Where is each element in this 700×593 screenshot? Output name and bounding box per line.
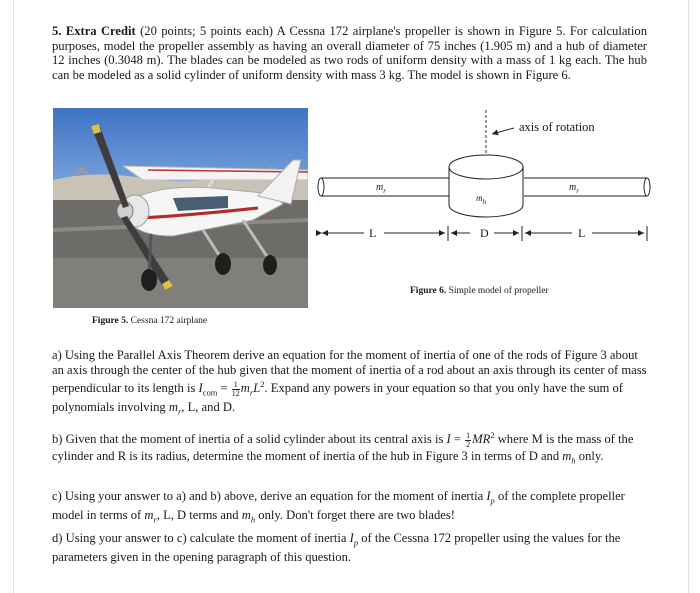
- problem-intro-text: (20 points; 5 points each) A Cessna 172 airplane's propeller is shown in Figure 5. For calculation purposes, model the propeller assembly as having an overall diameter of 75 inches (1.905 m) and a hub of diameter 12 inches (0.3048 m). The blades can be modeled as two rods of uniform density with a mass of 1 kg each. The hub can be modeled as a solid cylinder of uniform density with mass 3 kg. The model is shown in Figure 6.: [52, 24, 648, 82]
- question-a-text-2: . Expand any powers in your equation so that you only have the sum of polynomials involving: [52, 381, 623, 415]
- figure5-caption-label: Figure 5.: [92, 316, 129, 326]
- question-c-text-3: , L, D terms and: [156, 508, 242, 523]
- question-b-text-1: b) Given that the moment of inertia of a solid cylinder about its central axis is: [52, 432, 447, 447]
- question-a-text-3: , L, and D.: [181, 400, 236, 415]
- question-d-text-1: d) Using your answer to c) calculate the moment of inertia: [52, 531, 350, 545]
- right-rod-end: [644, 178, 650, 196]
- question-d: d) Using your answer to c) calculate the moment of inertia $I_p$ of the Cessna 172 propeller using the values for the parameters given in the opening paragraph of this question.: [52, 531, 621, 565]
- dim-label-L-right: L: [578, 226, 586, 240]
- figure6-caption-label: Figure 6.: [410, 286, 447, 296]
- question-d-text-2: of the Cessna 172 propeller using the values for the parameters given in the opening paragraph of this question.: [52, 531, 621, 565]
- axis-label: axis of rotation: [519, 120, 595, 134]
- left-rod-end: [318, 178, 324, 196]
- rod-label-left: $m_r$: [376, 182, 386, 195]
- axis-pointer-arrow: [492, 128, 514, 134]
- question-c-text-4: only. Don't forget there are two blades!: [255, 508, 455, 523]
- figure5-caption: [92, 316, 207, 326]
- question-b-text-2: where M is the mass of the cylinder and R is its radius, determine the moment of inertia of the hub in Figure 3 in terms of D and: [52, 432, 634, 463]
- propeller-model-diagram: [314, 110, 659, 260]
- question-b-text-3: only.: [575, 448, 604, 463]
- cylinder-inertia-formula: I = $\frac{1}{2}$ $MR^2$: [446, 430, 495, 449]
- problem-intro: [52, 24, 647, 82]
- question-c-text-2: of the complete propeller model in terms of: [52, 489, 625, 523]
- dim-label-D: D: [480, 226, 489, 240]
- figure6-caption: [410, 286, 549, 296]
- cessna-photo: [53, 108, 308, 308]
- question-c: c) Using your answer to a) and b) above, derive an equation for the moment of inertia $I_p$ of the complete propeller model in terms of $m_r$, L, D terms and $m_h$ only. Don't forget there are two blades!: [52, 489, 625, 525]
- problem-heading: 5. Extra Credit: [52, 24, 136, 38]
- dim-label-L-left: L: [369, 226, 377, 240]
- rod-label-right: $m_r$: [569, 182, 579, 195]
- figure6-caption-text: Simple model of propeller: [446, 286, 549, 296]
- question-b: b) Given that the moment of inertia of a solid cylinder about its central axis is I = $\frac{1}{2}$ $MR^2$ where M is the mass of the cylinder and R is its radius, determine the moment of inertia of the hub in Figure 3 in terms of D and $m_h$ only.: [52, 430, 634, 466]
- question-a-text-1: a) Using the Parallel Axis Theorem derive an equation for the moment of inertia of one of the rods of Figure 3 about an axis through the center of the hub given that the moment of inertia of a rod about an axis through its center of mass perpendicular to its length is: [52, 348, 647, 396]
- question-a: a) Using the Parallel Axis Theorem derive an equation for the moment of inertia of one of the rods of Figure 3 about an axis through the center of the hub given that the moment of inertia of a rod about an axis through its center of mass perpendicular to its length is $I_{com}$ = $\frac{1}{12}$ $m_rL^2$. Expand any powers in your equation so that you only have the sum of polynomials involving $m_r$, L, and D.: [52, 348, 647, 417]
- hub-label: $m_h$: [476, 193, 486, 206]
- rod-inertia-formula: $I_{com}$ = $\frac{1}{12}$ $m_rL^2$: [198, 379, 265, 398]
- figure5-caption-text: Cessna 172 airplane: [128, 316, 208, 326]
- question-c-text-1: c) Using your answer to a) and b) above, derive an equation for the moment of inertia: [52, 489, 487, 503]
